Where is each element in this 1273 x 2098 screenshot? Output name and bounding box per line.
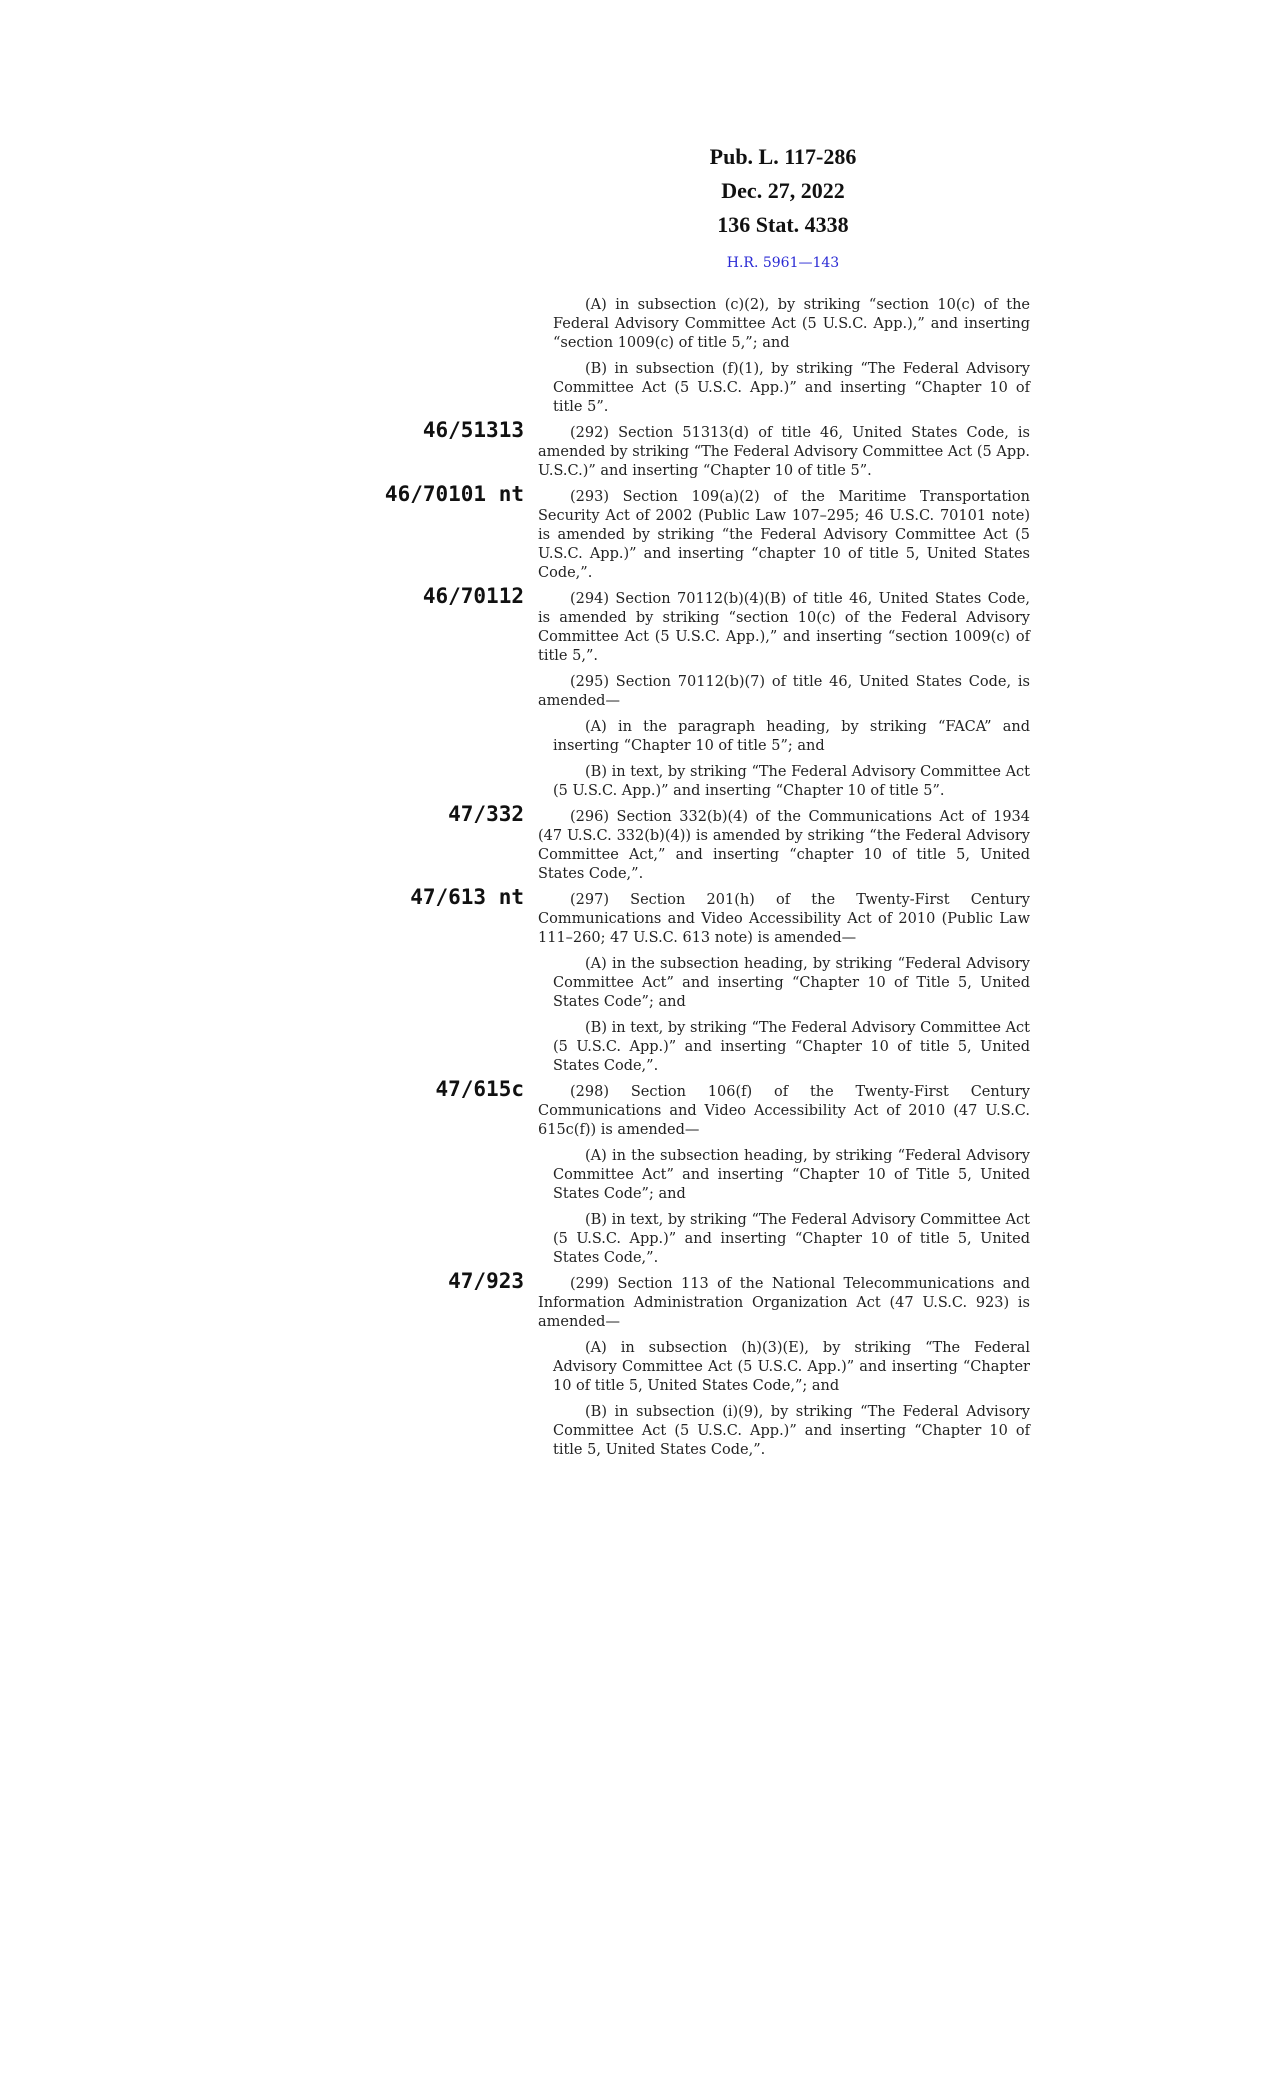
margin-note: 47/615c bbox=[435, 1077, 524, 1101]
paragraph bbox=[553, 718, 1030, 756]
paragraph-text: (B) in text, by striking “The Federal Advisory Committee Act (5 U.S.C. App.)” and inserting “Chapter 10 of title 5”. bbox=[553, 764, 1030, 799]
paragraph bbox=[538, 673, 1030, 711]
paragraph bbox=[553, 1147, 1030, 1204]
paragraph bbox=[553, 1339, 1030, 1396]
paragraph bbox=[448, 1269, 1030, 1332]
margin-note: 47/613 nt bbox=[410, 885, 524, 909]
paragraph-text: (B) in text, by striking “The Federal Advisory Committee Act (5 U.S.C. App.)” and inserting “Chapter 10 of title 5, United States Code,”. bbox=[553, 1020, 1030, 1074]
paragraph bbox=[448, 802, 1030, 884]
paragraph-text: (B) in subsection (f)(1), by striking “The Federal Advisory Committee Act (5 U.S.C. App.)” and inserting “Chapter 10 of title 5”. bbox=[553, 361, 1030, 415]
paragraph-text: (A) in the subsection heading, by striking “Federal Advisory Committee Act” and inserting “Chapter 10 of Title 5, United States Code”; and bbox=[553, 956, 1030, 1010]
paragraph bbox=[553, 1211, 1030, 1268]
margin-note: 47/923 bbox=[448, 1269, 524, 1293]
paragraph bbox=[435, 1077, 1030, 1140]
paragraph-text: (B) in subsection (i)(9), by striking “The Federal Advisory Committee Act (5 U.S.C. App.)” and inserting “Chapter 10 of title 5, United States Code,”. bbox=[553, 1404, 1030, 1458]
paragraph bbox=[553, 1019, 1030, 1076]
paragraph-text: (296) Section 332(b)(4) of the Communications Act of 1934 (47 U.S.C. 332(b)(4)) is amended by striking “the Federal Advisory Committee Act,” and inserting “chapter 10 of title 5, United States Code,”. bbox=[538, 809, 1030, 882]
margin-note: 47/332 bbox=[448, 802, 524, 826]
paragraph bbox=[553, 1403, 1030, 1460]
bill-page-link[interactable]: H.R. 5961—143 bbox=[726, 255, 840, 271]
paragraph bbox=[553, 296, 1030, 353]
paragraph-text: (A) in the paragraph heading, by striking “FACA” and inserting “Chapter 10 of title 5”; and bbox=[553, 719, 1030, 754]
public-law-number: Pub. L. 117-286 bbox=[709, 144, 857, 169]
paragraph bbox=[553, 955, 1030, 1012]
paragraph bbox=[422, 584, 1030, 666]
paragraph bbox=[553, 763, 1030, 801]
paragraph-text: (297) Section 201(h) of the Twenty-First Century Communications and Video Accessibility Act of 2010 (Public Law 111–260; 47 U.S.C. 613 note) is amended— bbox=[538, 892, 1030, 946]
paragraph-text: (299) Section 113 of the National Telecommunications and Information Administration Organization Act (47 U.S.C. 923) is amended— bbox=[538, 1276, 1030, 1330]
paragraph bbox=[553, 360, 1030, 417]
paragraph-text: (293) Section 109(a)(2) of the Maritime Transportation Security Act of 2002 (Public Law 107–295; 46 U.S.C. 70101 note) is amended by striking “the Federal Advisory Committee Act (5 U.S.C. App.)” and inserting “chapter 10 of title 5, United States Code,”. bbox=[538, 489, 1030, 581]
paragraph bbox=[422, 418, 1030, 481]
paragraph-text: (A) in subsection (h)(3)(E), by striking “The Federal Advisory Committee Act (5 U.S.C. App.)” and inserting “Chapter 10 of title 5, United States Code,”; and bbox=[553, 1340, 1030, 1394]
paragraph bbox=[384, 482, 1030, 583]
paragraph-text: (298) Section 106(f) of the Twenty-First Century Communications and Video Accessibility Act of 2010 (47 U.S.C. 615c(f)) is amended— bbox=[538, 1084, 1030, 1138]
paragraph bbox=[410, 885, 1030, 948]
document-body bbox=[0, 296, 1273, 1467]
enactment-date: Dec. 27, 2022 bbox=[721, 178, 845, 203]
paragraph-text: (295) Section 70112(b)(7) of title 46, United States Code, is amended— bbox=[538, 674, 1030, 709]
paragraph-text: (A) in the subsection heading, by striking “Federal Advisory Committee Act” and inserting “Chapter 10 of Title 5, United States Code”; and bbox=[553, 1148, 1030, 1202]
paragraph-text: (B) in text, by striking “The Federal Advisory Committee Act (5 U.S.C. App.)” and inserting “Chapter 10 of title 5, United States Code,”. bbox=[553, 1212, 1030, 1266]
margin-note: 46/70112 bbox=[422, 584, 524, 608]
paragraph-text: (A) in subsection (c)(2), by striking “section 10(c) of the Federal Advisory Committee Act (5 U.S.C. App.),” and inserting “section 1009(c) of title 5,”; and bbox=[553, 297, 1030, 351]
margin-note: 46/70101 nt bbox=[384, 482, 524, 506]
margin-note: 46/51313 bbox=[422, 418, 524, 442]
page-header bbox=[583, 140, 983, 242]
bill-page-reference bbox=[583, 255, 983, 271]
paragraph-text: (292) Section 51313(d) of title 46, United States Code, is amended by striking “The Federal Advisory Committee Act (5 App. U.S.C.)” and inserting “Chapter 10 of title 5”. bbox=[538, 425, 1030, 479]
paragraph-text: (294) Section 70112(b)(4)(B) of title 46, United States Code, is amended by striking “section 10(c) of the Federal Advisory Committee Act (5 U.S.C. App.),” and inserting “section 1009(c) of title 5,”. bbox=[538, 591, 1030, 664]
statute-page: 136 Stat. 4338 bbox=[717, 212, 849, 237]
